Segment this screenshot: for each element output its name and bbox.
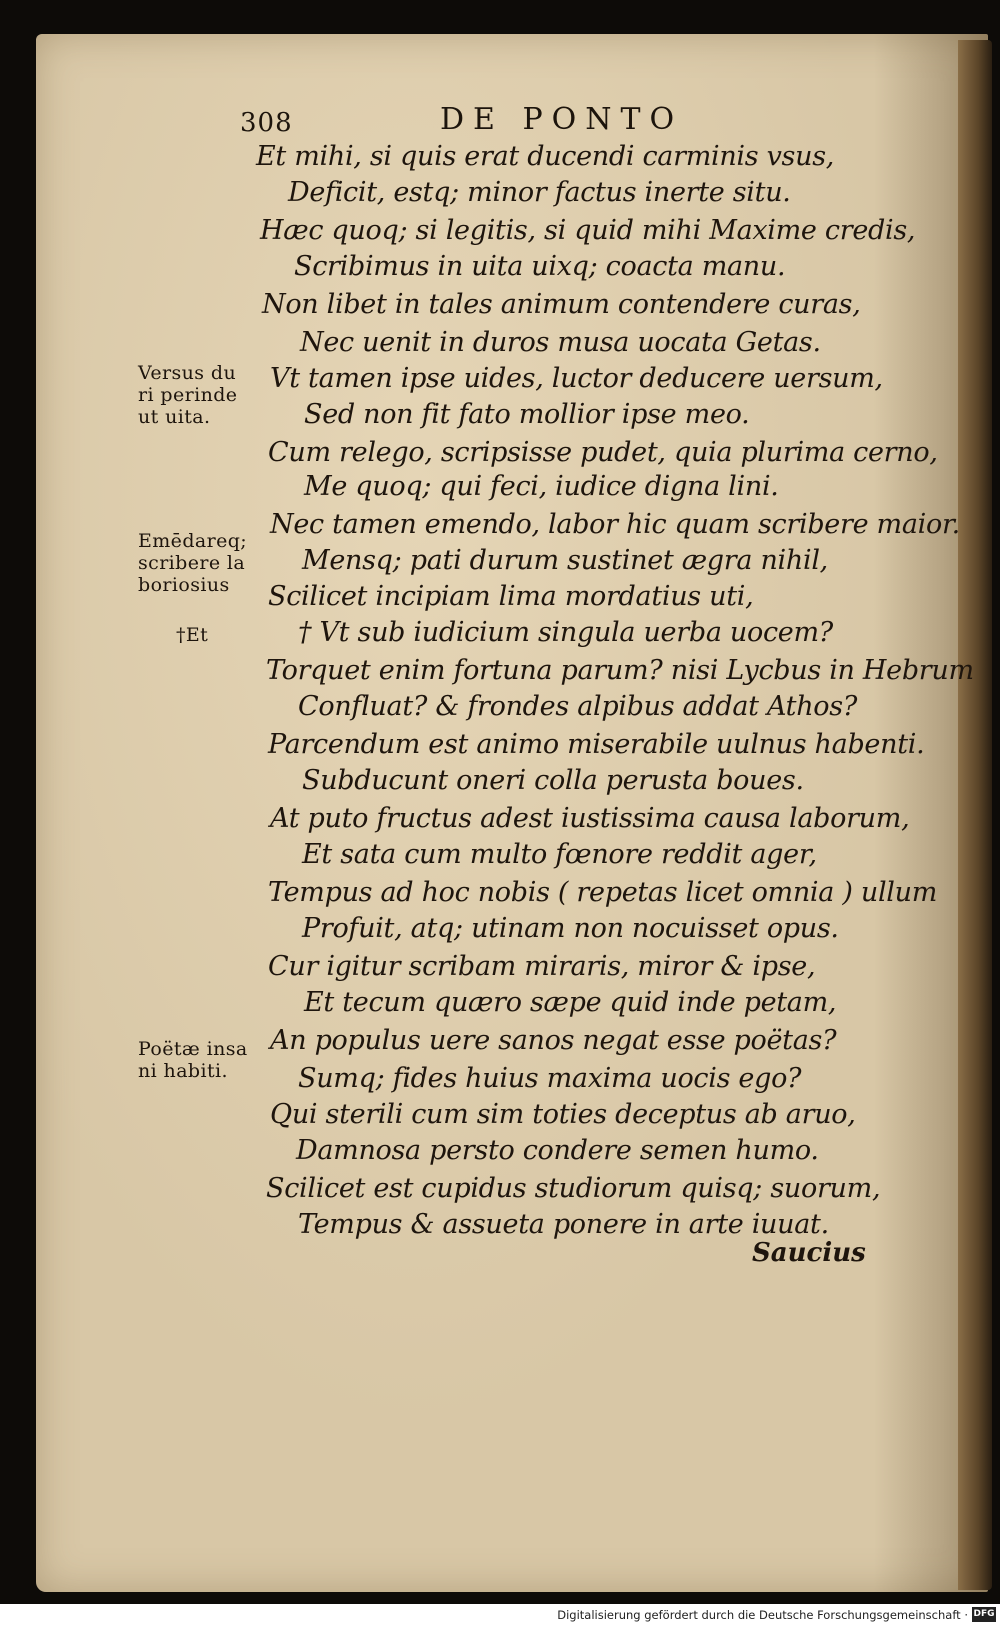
catchword: Saucius — [752, 1238, 866, 1268]
verse-line: Qui sterili cum sim toties deceptus ab aruo, — [270, 1099, 856, 1130]
page-edge — [958, 40, 992, 1590]
verse-line: Et sata cum multo fœnore reddit ager, — [302, 839, 817, 870]
funding-credit: Digitalisierung gefördert durch die Deutsche Forschungsgemeinschaft · — [557, 1608, 968, 1622]
page-number: 308 — [240, 108, 293, 138]
verse-line: Deficit, estq; minor factus inerte situ. — [288, 177, 791, 208]
verse-line: † Vt sub iudicium singula uerba uocem? — [298, 617, 833, 648]
verse-line: Nec tamen emendo, labor hic quam scribere maior. — [270, 509, 960, 540]
digitization-footer — [0, 1604, 1000, 1626]
verse-line: Profuit, atq; utinam non nocuisset opus. — [302, 913, 839, 944]
verse-line: Vt tamen ipse uides, luctor deducere uersum, — [270, 363, 883, 394]
verse-line: Et mihi, si quis erat ducendi carminis vsus, — [256, 141, 835, 172]
verse-line: Sed non fit fato mollior ipse meo. — [304, 399, 750, 430]
verse-line: Cur igitur scribam miraris, miror & ipse, — [268, 951, 816, 982]
verse-line: Scilicet est cupidus studiorum quisq; suorum, — [266, 1173, 881, 1204]
running-title: DE PONTO — [440, 102, 684, 137]
verse-line: Non libet in tales animum contendere curas, — [262, 289, 861, 320]
verse-line: Me quoq; qui feci, iudice digna lini. — [304, 471, 779, 502]
verse-line: An populus uere sanos negat esse poëtas? — [270, 1025, 837, 1056]
verse-line: Hæc quoq; si legitis, si quid mihi Maxime credis, — [260, 215, 916, 246]
dfg-logo: DFG — [972, 1607, 996, 1622]
verse-line: Confluat? & frondes alpibus addat Athos? — [298, 691, 857, 722]
verse-line: Mensq; pati durum sustinet ægra nihil, — [302, 545, 828, 576]
verse-line: Scribimus in uita uixq; coacta manu. — [294, 251, 786, 282]
margin-note: Versus du ri perinde ut uita. — [138, 362, 238, 428]
verse-line: Tempus & assueta ponere in arte iuuat. — [298, 1209, 829, 1240]
verse-line: Parcendum est animo miserabile uulnus habenti. — [268, 729, 925, 760]
page-header — [0, 98, 1000, 138]
margin-note: Emēdareq; scribere la boriosius — [138, 530, 248, 596]
margin-note: Poëtæ insa ni habiti. — [138, 1038, 248, 1082]
verse-line: Cum relego, scripsisse pudet, quia plurima cerno, — [268, 437, 938, 468]
verse-line: Scilicet incipiam lima mordatius uti, — [268, 581, 754, 612]
margin-note: †Et — [176, 624, 209, 646]
verse-line: Damnosa persto condere semen humo. — [296, 1135, 819, 1166]
verse-line: Torquet enim fortuna parum? nisi Lycbus in Hebrum — [266, 655, 974, 686]
verse-line: Et tecum quæro sæpe quid inde petam, — [304, 987, 837, 1018]
verse-line: Tempus ad hoc nobis ( repetas licet omnia ) ullum — [268, 877, 938, 908]
verse-line: At puto fructus adest iustissima causa laborum, — [270, 803, 910, 834]
verse-line: Nec uenit in duros musa uocata Getas. — [300, 327, 821, 358]
verse-line: Sumq; fides huius maxima uocis ego? — [298, 1063, 802, 1094]
verse-line: Subducunt oneri colla perusta boues. — [302, 765, 804, 796]
